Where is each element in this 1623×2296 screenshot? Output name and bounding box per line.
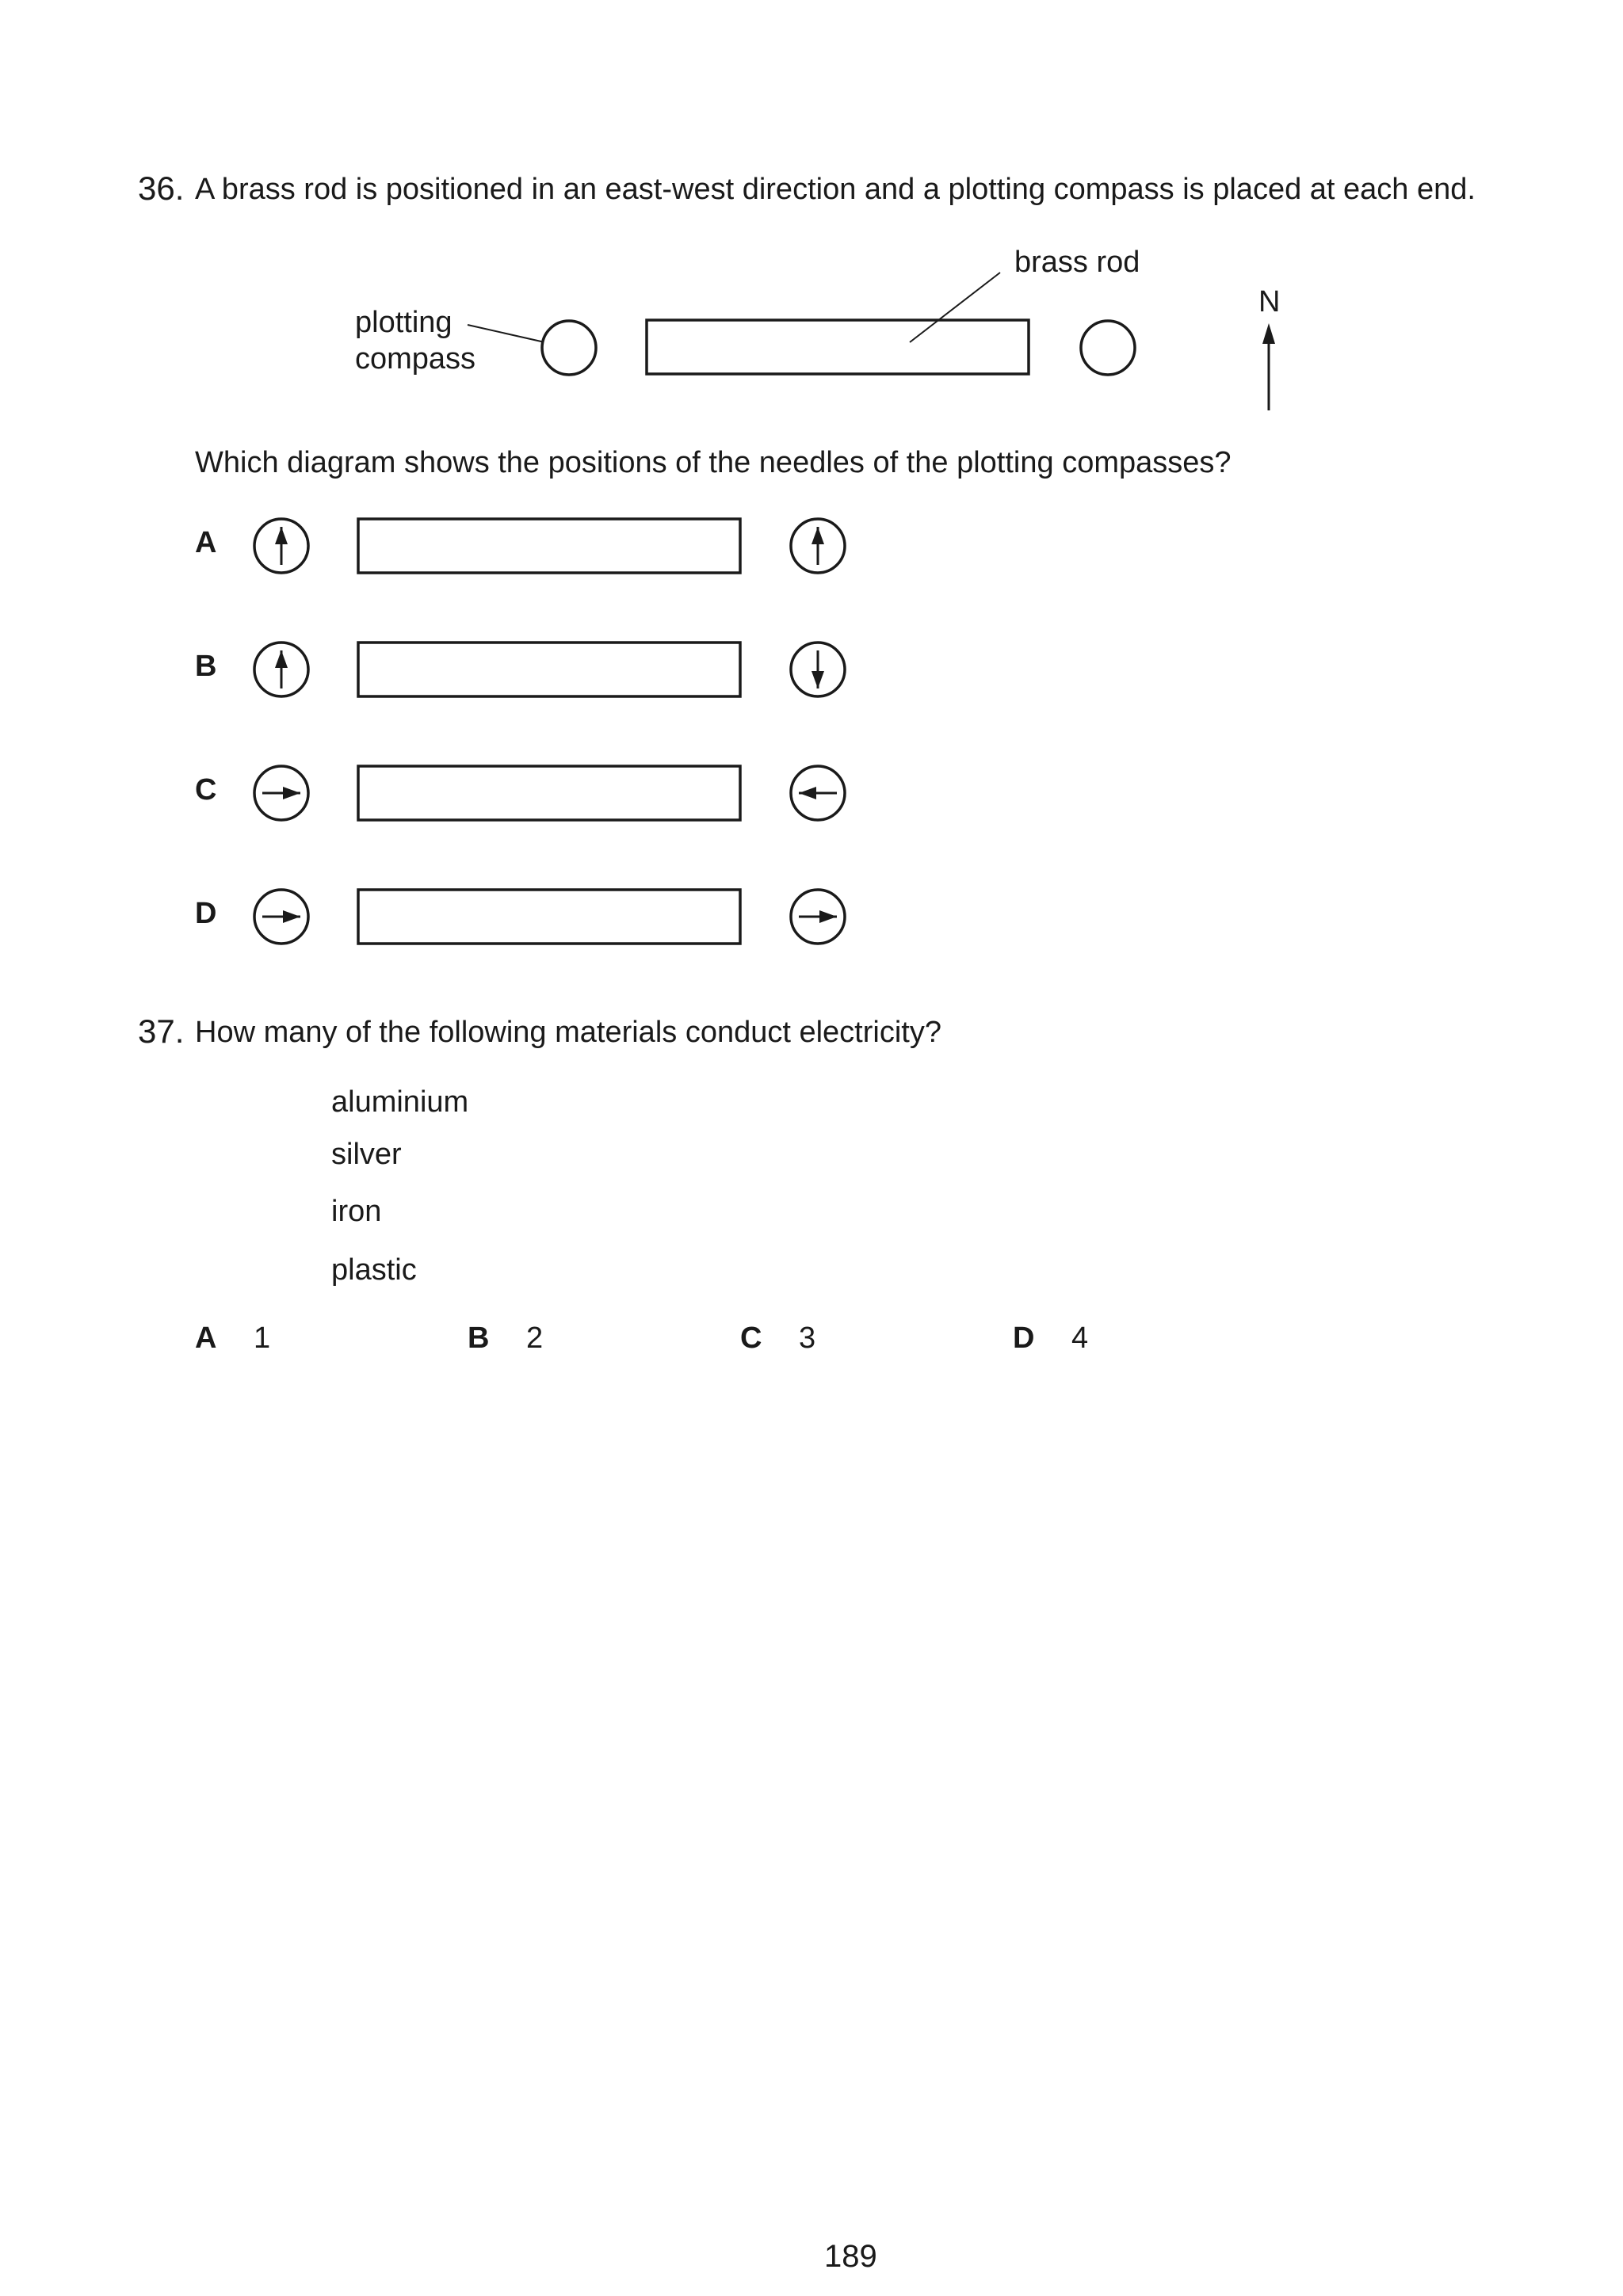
q37-option-d-letter: D	[1013, 1322, 1035, 1355]
q37-option-c-letter: C	[740, 1322, 762, 1355]
material-item: silver	[331, 1138, 402, 1171]
plotting-compass-label-line1: plotting	[355, 306, 453, 339]
question-36-prompt: Which diagram shows the positions of the needles of the plotting compasses?	[195, 446, 1232, 479]
q36-options-figures	[254, 519, 845, 944]
brass-rod	[358, 890, 740, 944]
north-arrow-icon	[1262, 323, 1275, 410]
brass-rod	[358, 766, 740, 820]
q36-option-b-letter: B	[195, 650, 217, 683]
material-item: aluminium	[331, 1085, 469, 1119]
brass-rod	[358, 643, 740, 696]
q36-option-d-letter: D	[195, 897, 217, 930]
brass-rod	[647, 320, 1029, 374]
q37-option-a-letter: A	[195, 1322, 217, 1355]
brass-rod	[358, 519, 740, 573]
q36-option-a-letter: A	[195, 526, 217, 559]
q37-option-b-letter: B	[468, 1322, 490, 1355]
north-label: N	[1258, 285, 1281, 318]
right-plotting-compass	[1081, 321, 1135, 375]
plotting-compass-label-line2: compass	[355, 342, 476, 376]
left-plotting-compass	[542, 321, 596, 375]
q36-option-a-diagram	[254, 519, 845, 573]
page-number: 189	[824, 2239, 877, 2274]
q37-option-c-value: 3	[799, 1322, 816, 1355]
brass-rod-label: brass rod	[1014, 246, 1140, 279]
q36-option-c-diagram	[254, 766, 845, 820]
q36-option-b-diagram	[254, 643, 845, 696]
setup-figure	[468, 273, 1275, 410]
q37-option-d-value: 4	[1071, 1322, 1089, 1355]
q37-option-a-value: 1	[254, 1322, 271, 1355]
q36-option-c-letter: C	[195, 773, 217, 807]
question-37-text: How many of the following materials conduct electricity?	[195, 1016, 941, 1049]
material-item: iron	[331, 1195, 382, 1228]
question-36-number: 36.	[138, 170, 185, 207]
q36-option-d-diagram	[254, 890, 845, 944]
question-37-number: 37.	[138, 1013, 185, 1050]
q37-option-b-value: 2	[526, 1322, 544, 1355]
material-item: plastic	[331, 1253, 417, 1287]
question-36-text: A brass rod is positioned in an east-west direction and a plotting compass is placed at each end.	[195, 173, 1476, 206]
